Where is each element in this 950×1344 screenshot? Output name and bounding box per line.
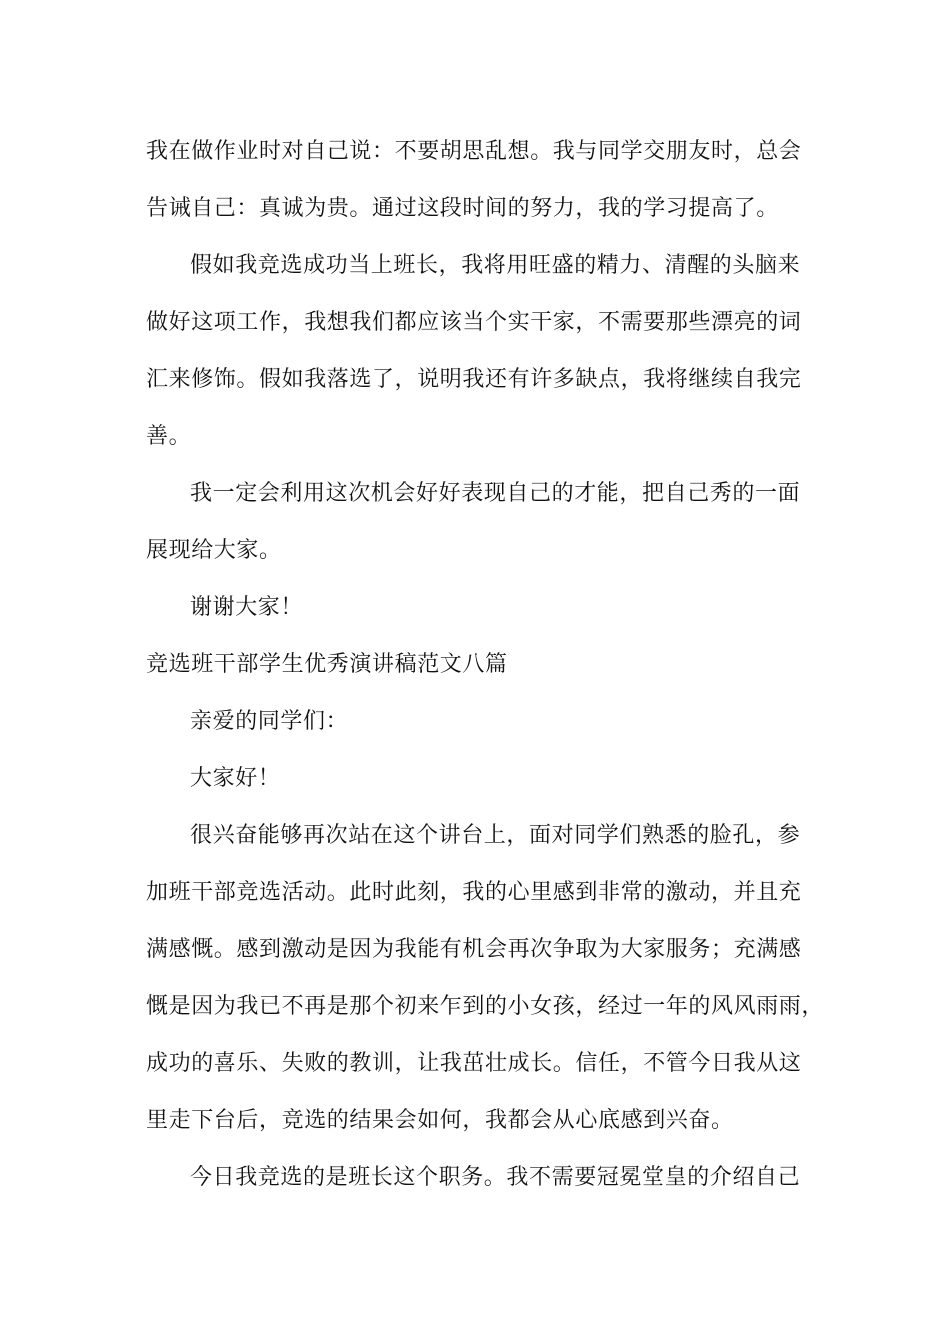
paragraph-first-line: 很兴奋能够再次站在这个讲台上，面对同学们熟悉的脸孔，参 (190, 823, 801, 848)
body-text-line: 里走下台后，竞选的结果会如何，我都会从心底感到兴奋。 (146, 1108, 734, 1133)
body-text-line: 加班干部竞选活动。此时此刻，我的心里感到非常的激动，并且充 (146, 880, 802, 905)
body-text-line: 慨是因为我已不再是那个初来乍到的小女孩，经过一年的风风雨雨， (146, 994, 825, 1019)
paragraph-first-line: 假如我竞选成功当上班长，我将用旺盛的精力、清醒的头脑来 (190, 253, 801, 278)
body-text-line: 我在做作业时对自己说：不要胡思乱想。我与同学交朋友时，总会 (146, 139, 802, 164)
body-text-line: 善。 (146, 424, 192, 449)
paragraph-first-line: 我一定会利用这次机会好好表现自己的才能，把自己秀的一面 (190, 481, 801, 506)
body-text-line: 做好这项工作，我想我们都应该当个实干家，不需要那些漂亮的词 (146, 310, 802, 335)
body-text-line: 满感慨。感到激动是因为我能有机会再次争取为大家服务；充满感 (146, 937, 802, 962)
body-text-line: 汇来修饰。假如我落选了，说明我还有许多缺点，我将继续自我完 (146, 367, 802, 392)
section-title: 竞选班干部学生优秀演讲稿范文八篇 (146, 652, 508, 677)
greeting-line: 大家好！ (190, 766, 281, 791)
closing-line: 谢谢大家！ (190, 595, 304, 620)
paragraph-first-line: 今日我竞选的是班长这个职务。我不需要冠冕堂皇的介绍自己 (190, 1165, 801, 1190)
body-text-line: 告诫自己：真诚为贵。通过这段时间的努力，我的学习提高了。 (146, 196, 779, 221)
body-text-line: 展现给大家。 (146, 538, 282, 563)
salutation-line: 亲爱的同学们： (190, 709, 349, 734)
body-text-line: 成功的喜乐、失败的教训，让我茁壮成长。信任，不管今日我从这 (146, 1051, 802, 1076)
